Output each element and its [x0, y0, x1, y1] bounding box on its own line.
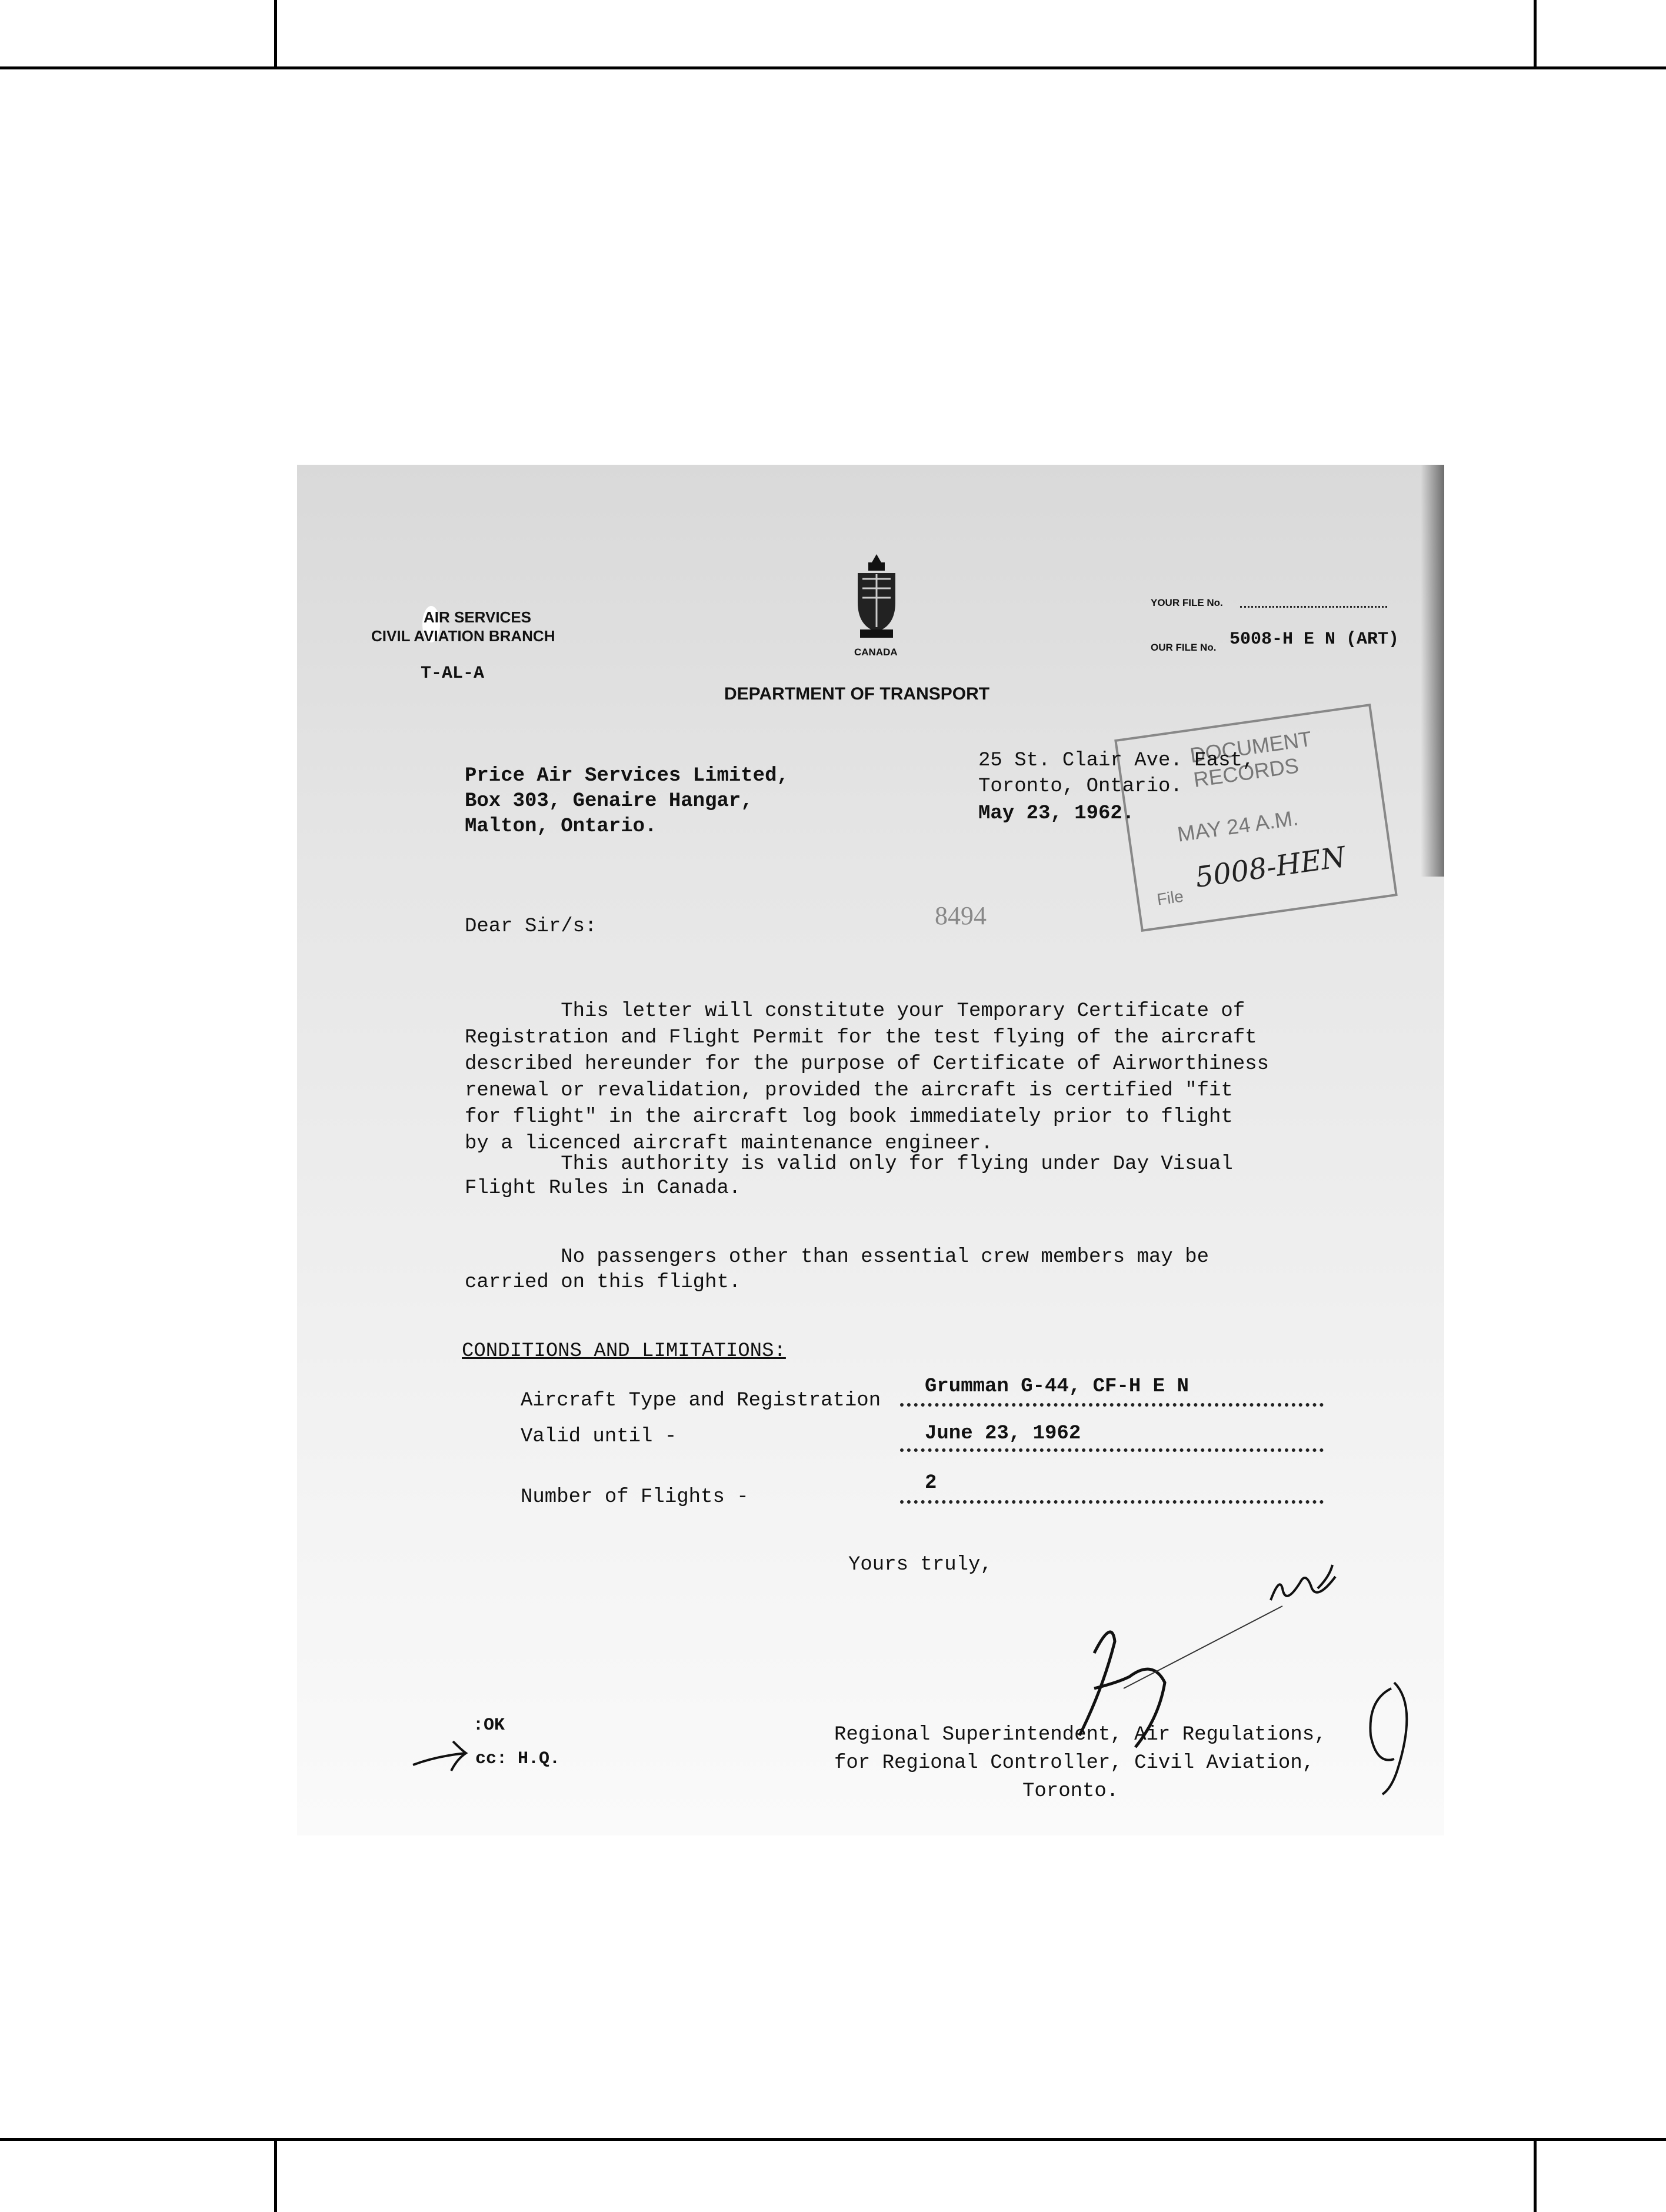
- paragraph-line: This letter will constitute your Temporary Certificate of: [465, 1000, 1245, 1022]
- sender-address-line: 25 St. Clair Ave. East,: [978, 749, 1255, 772]
- condition-label: Aircraft Type and Registration: [521, 1390, 881, 1412]
- frame-divider: [274, 2139, 277, 2212]
- signature-line: for Regional Controller, Civil Aviation,: [834, 1752, 1315, 1774]
- frame-divider: [274, 0, 277, 68]
- paragraph-line: for flight" in the aircraft log book immediately prior to flight: [465, 1106, 1233, 1128]
- condition-label: Valid until -: [521, 1425, 677, 1448]
- condition-dotted-line: [900, 1500, 1324, 1504]
- paragraph-line: This authority is valid only for flying under Day Visual: [465, 1153, 1233, 1175]
- conditions-heading: CONDITIONS AND LIMITATIONS:: [462, 1340, 786, 1362]
- condition-value: Grumman G-44, CF-H E N: [925, 1375, 1189, 1398]
- stamp-title: DOCUMENT RECORDS: [1188, 726, 1313, 792]
- stamp-file-label: File: [1155, 887, 1185, 909]
- sender-address-line: Toronto, Ontario.: [978, 775, 1182, 798]
- distribution-line: :OK: [473, 1715, 505, 1735]
- canada-crest-icon: [847, 553, 906, 647]
- frame-top-rule: [0, 66, 1666, 69]
- distribution-line: cc: H.Q.: [475, 1749, 561, 1769]
- stamp-file-value: 5008-HEN: [1193, 840, 1348, 895]
- paragraph-line: renewal or revalidation, provided the aircraft is certified "fit: [465, 1080, 1233, 1102]
- paragraph-line: Registration and Flight Permit for the test flying of the aircraft: [465, 1027, 1257, 1049]
- condition-label: Number of Flights -: [521, 1486, 749, 1508]
- crest-caption: CANADA: [854, 647, 898, 658]
- paragraph-line: Flight Rules in Canada.: [465, 1177, 741, 1200]
- salutation: Dear Sir/s:: [465, 915, 597, 938]
- branch-line-1: AIR SERVICES: [424, 608, 532, 626]
- received-stamp: [1114, 704, 1398, 932]
- signature-line: Regional Superintendent, Air Regulations,: [834, 1724, 1327, 1746]
- paragraph-line: described hereunder for the purpose of Certificate of Airworthiness: [465, 1053, 1270, 1075]
- recipient-line: Price Air Services Limited,: [465, 765, 789, 787]
- branch-line-2: CIVIL AVIATION BRANCH: [371, 627, 555, 645]
- letter-date: May 23, 1962.: [978, 802, 1135, 825]
- paragraph-line: by a licenced aircraft maintenance engineer.: [465, 1132, 993, 1155]
- our-file-label: OUR FILE No.: [1151, 642, 1217, 653]
- frame-divider: [1534, 0, 1537, 68]
- recipient-line: Malton, Ontario.: [465, 815, 657, 838]
- department-title: DEPARTMENT OF TRANSPORT: [724, 684, 990, 704]
- frame-bottom-rule: [0, 2138, 1666, 2141]
- your-file-label: YOUR FILE No.: [1151, 597, 1223, 608]
- condition-dotted-line: [900, 1403, 1324, 1407]
- frame-divider: [1534, 2139, 1537, 2212]
- paragraph-line: No passengers other than essential crew members may be: [465, 1246, 1209, 1268]
- closing: Yours truly,: [848, 1554, 992, 1576]
- condition-value: 2: [925, 1472, 937, 1494]
- branch-code: T-AL-A: [421, 664, 485, 684]
- your-file-dotted-line: [1240, 606, 1387, 608]
- paragraph-line: carried on this flight.: [465, 1271, 741, 1294]
- arrow-icon: [412, 1738, 471, 1774]
- our-file-value: 5008-H E N (ART): [1229, 629, 1400, 649]
- signature-line: Toronto.: [1022, 1780, 1119, 1803]
- recipient-line: Box 303, Genaire Hangar,: [465, 790, 753, 812]
- reference-number: 8494: [935, 901, 987, 930]
- condition-dotted-line: [900, 1448, 1324, 1452]
- condition-value: June 23, 1962: [925, 1423, 1081, 1445]
- stamp-date: MAY 24 A.M.: [1175, 805, 1300, 847]
